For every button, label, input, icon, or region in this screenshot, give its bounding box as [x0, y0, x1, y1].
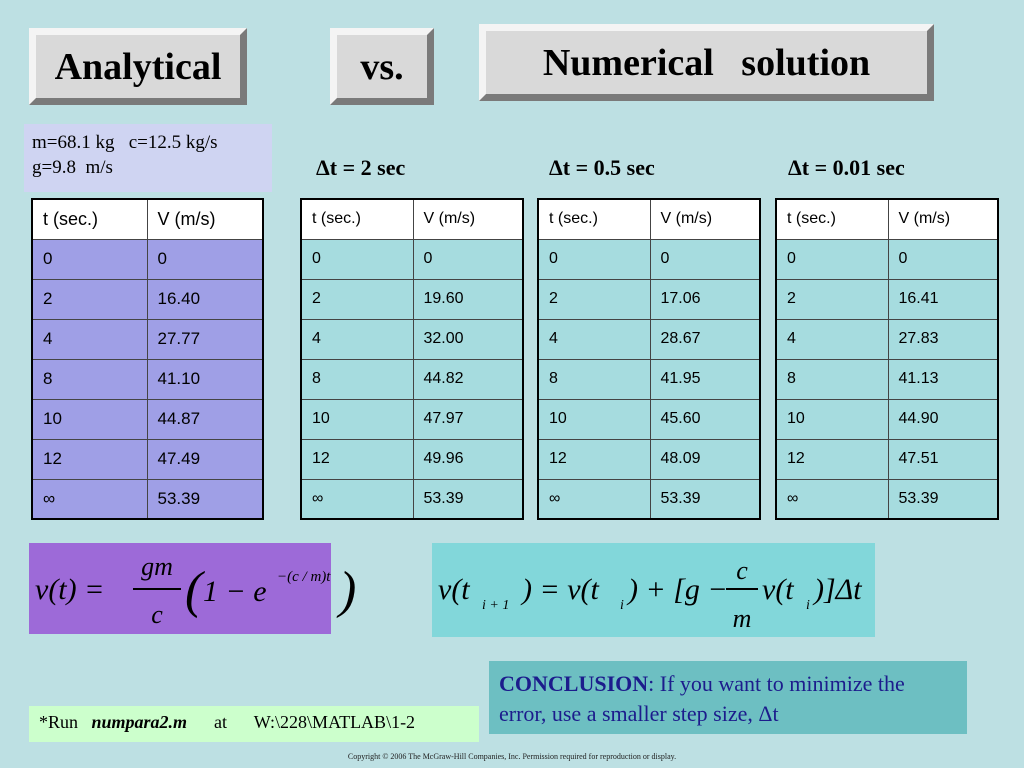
numerical-equation [432, 543, 875, 637]
analytical-equation [29, 543, 357, 634]
table-header-cell: V (m/s) [650, 199, 760, 239]
numerical-table-dt-0-01 [775, 198, 999, 520]
conclusion-text: : If you want to minimize the error, use a smaller step size, Δt [499, 671, 905, 726]
table-cell: 8 [776, 359, 888, 399]
table-cell: 4 [32, 319, 147, 359]
step-label-dt-0-5: Δt = 0.5 sec [549, 155, 655, 180]
table-row [776, 479, 998, 519]
table-cell: 41.95 [650, 359, 760, 399]
table-row [32, 359, 263, 399]
table-row [776, 279, 998, 319]
conclusion-box [489, 661, 967, 734]
table-cell: 16.40 [147, 279, 263, 319]
table-row [32, 439, 263, 479]
analytical-table [31, 198, 264, 520]
table-cell: 44.90 [888, 399, 998, 439]
eq-n-lhs: v(t [438, 573, 470, 606]
eq-a-numerator: gm [141, 552, 173, 581]
eq-a-right-paren: ) [339, 562, 357, 619]
parameters-line-1: m=68.1 kg c=12.5 kg/s [32, 132, 218, 153]
table-cell: 53.39 [888, 479, 998, 519]
table-row [32, 479, 263, 519]
table-cell: 19.60 [413, 279, 523, 319]
table-cell: 4 [301, 319, 413, 359]
table-cell: 0 [776, 239, 888, 279]
table-cell: 8 [301, 359, 413, 399]
table-cell: 27.77 [147, 319, 263, 359]
table-row [776, 319, 998, 359]
table-row [538, 439, 760, 479]
table-row [538, 319, 760, 359]
table-header-cell: t (sec.) [538, 199, 650, 239]
table-cell: 53.39 [147, 479, 263, 519]
table-cell: 53.39 [650, 479, 760, 519]
table-cell: 49.96 [413, 439, 523, 479]
table-header-cell: t (sec.) [776, 199, 888, 239]
table-row [301, 359, 523, 399]
table-cell: 28.67 [650, 319, 760, 359]
analytical-equation-graphic [29, 543, 357, 634]
table-row [32, 319, 263, 359]
run-note-at: at [214, 712, 228, 732]
table-row [301, 239, 523, 279]
eq-a-denominator: c [151, 600, 163, 629]
table-cell: 4 [538, 319, 650, 359]
numerical-equation-graphic [432, 543, 875, 637]
table-row [538, 479, 760, 519]
title-analytical: Analytical [29, 28, 247, 105]
table-cell: 2 [32, 279, 147, 319]
run-note-prefix: *Run [39, 712, 79, 732]
table-row [776, 359, 998, 399]
table-cell: 17.06 [650, 279, 760, 319]
eq-n-lhs-sub: i + 1 [482, 598, 510, 613]
numerical-table-dt-2 [300, 198, 524, 520]
table-row [538, 279, 760, 319]
run-note [29, 706, 479, 742]
table-cell: 12 [776, 439, 888, 479]
step-label-dt-2: Δt = 2 sec [316, 155, 406, 180]
eq-a-lhs: v(t) = [35, 573, 105, 606]
table-cell: 12 [538, 439, 650, 479]
table-header-cell: V (m/s) [147, 199, 263, 239]
table-cell: ∞ [301, 479, 413, 519]
table-cell: 8 [32, 359, 147, 399]
parameters-box [24, 124, 272, 192]
table-cell: 47.49 [147, 439, 263, 479]
table-header-row [776, 199, 998, 239]
table-cell: ∞ [776, 479, 888, 519]
table-cell: 44.82 [413, 359, 523, 399]
numerical-table-dt-0-5 [537, 198, 761, 520]
table-cell: 32.00 [413, 319, 523, 359]
title-numerical-solution: Numerical solution [479, 24, 934, 101]
table-cell: 47.51 [888, 439, 998, 479]
table-cell: 41.10 [147, 359, 263, 399]
table-row [301, 399, 523, 439]
table-row [301, 439, 523, 479]
table-header-row [301, 199, 523, 239]
table-cell: 48.09 [650, 439, 760, 479]
eq-n-tail-sub: i [806, 598, 810, 613]
eq-a-body: 1 − e [203, 575, 267, 608]
table-cell: 0 [650, 239, 760, 279]
table-cell: 12 [32, 439, 147, 479]
table-header-row [538, 199, 760, 239]
table-cell: 0 [32, 239, 147, 279]
eq-n-tail: v(t [762, 573, 794, 606]
table-row [301, 279, 523, 319]
table-cell: 2 [301, 279, 413, 319]
table-header-cell: t (sec.) [32, 199, 147, 239]
table-row [32, 279, 263, 319]
conclusion-keyword: CONCLUSION [499, 671, 649, 696]
eq-a-exponent: −(c / m)t [277, 569, 331, 585]
eq-n-mid: ) = v(t [522, 573, 599, 606]
table-cell: 2 [538, 279, 650, 319]
table-cell: 0 [538, 239, 650, 279]
table-cell: 2 [776, 279, 888, 319]
table-cell: 4 [776, 319, 888, 359]
table-row [776, 439, 998, 479]
table-row [301, 479, 523, 519]
table-cell: 41.13 [888, 359, 998, 399]
table-row [301, 319, 523, 359]
eq-n-frac-den: m [732, 604, 752, 633]
table-cell: 44.87 [147, 399, 263, 439]
table-header-row [32, 199, 263, 239]
table-cell: 12 [301, 439, 413, 479]
table-cell: ∞ [32, 479, 147, 519]
table-cell: 10 [32, 399, 147, 439]
table-cell: 8 [538, 359, 650, 399]
parameters-line-2: g=9.8 m/s [32, 157, 113, 178]
table-row [538, 359, 760, 399]
eq-n-mid-sub: i [620, 598, 624, 613]
table-header-cell: V (m/s) [888, 199, 998, 239]
table-cell: ∞ [538, 479, 650, 519]
run-note-filename: numpara2.m [91, 712, 188, 732]
table-row [776, 399, 998, 439]
table-cell: 10 [538, 399, 650, 439]
table-cell: 10 [301, 399, 413, 439]
table-cell: 16.41 [888, 279, 998, 319]
table-row [32, 239, 263, 279]
title-vs: vs. [330, 28, 434, 105]
eq-n-mid2: ) + [g − [628, 573, 728, 606]
table-cell: 0 [888, 239, 998, 279]
table-cell: 10 [776, 399, 888, 439]
table-header-cell: V (m/s) [413, 199, 523, 239]
table-cell: 45.60 [650, 399, 760, 439]
table-row [538, 399, 760, 439]
table-row [776, 239, 998, 279]
step-label-dt-0-01: Δt = 0.01 sec [788, 155, 905, 180]
table-cell: 27.83 [888, 319, 998, 359]
table-cell: 53.39 [413, 479, 523, 519]
eq-a-left-paren: ( [185, 562, 203, 619]
eq-n-end: )]Δt [814, 573, 862, 606]
table-cell: 47.97 [413, 399, 523, 439]
table-row [538, 239, 760, 279]
eq-n-frac-num: c [736, 556, 748, 585]
table-row [32, 399, 263, 439]
table-header-cell: t (sec.) [301, 199, 413, 239]
table-cell: 0 [301, 239, 413, 279]
table-cell: 0 [147, 239, 263, 279]
copyright-notice: Copyright © 2006 The McGraw-Hill Companies, Inc. Permission required for reproduction or display. [347, 752, 677, 761]
run-note-path: W:\228\MATLAB\1-2 [253, 712, 416, 732]
table-cell: 0 [413, 239, 523, 279]
